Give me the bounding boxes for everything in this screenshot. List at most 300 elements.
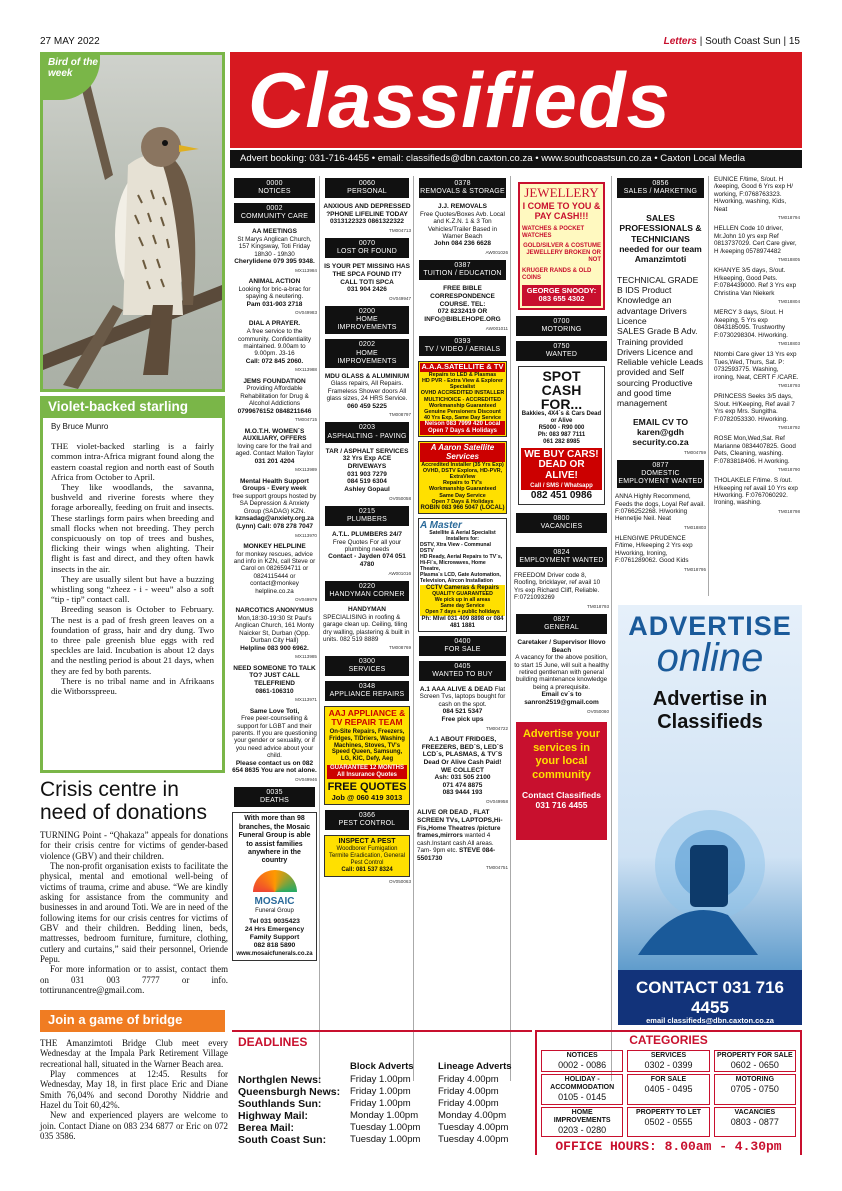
ad-title: TAR / ASPHALT SERVICES 32 Yrs Exp ACE DRIVEWAYS — [325, 447, 409, 470]
bridge-para-3: New and experienced players are welcome to join. Contact Diane on 083 234 6877 or Eric on 072 035 3586. — [40, 1110, 228, 1141]
anxious-ad — [323, 203, 411, 226]
cat-domestic: 0877 DOMESTIC EMPLOYMENT WANTED — [617, 460, 704, 488]
ad-ref: MX113970 — [295, 532, 317, 538]
ad-contact: 031 903 7279 084 519 6304 Ashley Gopaul — [344, 470, 390, 493]
ad-ref: OV049958 — [486, 799, 508, 805]
ad-ref: TM018792 — [778, 424, 800, 430]
deadline-time: Tuesday 4.00pm — [438, 1133, 509, 1145]
category-name: HOLIDAY - ACCOMMODATION — [550, 1076, 615, 1092]
mdu-ad — [323, 373, 411, 411]
deadline-row — [238, 1074, 526, 1086]
aaj-contact: Job @ 060 419 3013 — [331, 792, 403, 802]
domestic-ad: THOLAKELE F/time. S /out. H/keeping ref avail 10 Yrs exp H/working. F:0767060292. Ironing, washing. — [714, 477, 798, 507]
deadline-row — [238, 1086, 526, 1098]
ad-body: Free peer-counselling & support for LGBT and their parents. If you are questioning your gender or sexuality, or if you need advice about your child. — [232, 715, 317, 760]
ad-call: Call / SMS / Whatsapp — [521, 483, 602, 490]
bird-para-3: They are usually silent but have a buzzing whistling song “zheez - i - weeu” also a soft “tip - tip” contact call. — [51, 573, 214, 605]
category-item — [714, 1107, 796, 1137]
cat-removals: 0378 REMOVALS & STORAGE — [419, 178, 506, 198]
ad-title: SPOT CASH FOR... — [540, 368, 583, 413]
ad-body: Looking for bric-a-brac for spaying & neutering. — [238, 285, 311, 301]
ad-ref: OV049947 — [389, 296, 411, 302]
aaron-ad — [418, 441, 507, 514]
domestic-ad: EUNICE F/time, S/out. H /keeping, Good 6 Yrs exp H/ working, F:0768763323. H/working, washing, Kids, Neat — [714, 176, 793, 213]
deadline-time: Monday 1.00pm — [350, 1109, 419, 1121]
category-item — [627, 1050, 709, 1072]
ad-gold: GOLD/SILVER & COSTUME JEWELLERY BROKEN OR NOT — [523, 243, 601, 264]
ad-sub: Satellite & Aerial Specialist Installers for: — [429, 530, 496, 543]
ad-contact: Ph: Mlwl 031 409 8898 or 084 481 1881 — [421, 615, 504, 629]
hlengiwe-ad: HLENGIWE PRUDENCE F/time, H/keeping 2 Yrs exp H/working, Ironing, F:0761289062. Good Kids — [615, 535, 693, 565]
inspect-ad — [324, 835, 410, 877]
fridges-ad — [417, 736, 508, 797]
ad-body: Free Quotes For all your plumbing needs — [332, 538, 402, 553]
mosaic-brand-sub: Funeral Group — [255, 907, 294, 914]
aaj-ad — [324, 706, 410, 805]
ad-body: Accredited Installer (35 Yrs Exp) OVHD, DSTV Explora, HD-PVR, ExtraView Repairs to TV's Workmanship Guaranteed Same Day Service Open 7 Days & Holidays — [421, 461, 504, 505]
domestic-ad: KHANYE 3/5 days, S/out. H/keeping, Good Pets. F:0784439000. Ref 3 Yrs exp Christina Van Niekerk — [714, 267, 797, 297]
ad-ref: TM018805 — [778, 257, 800, 263]
category-item — [541, 1107, 623, 1137]
ad-contact: Please contact us on 082 654 8635 You are not alone. — [232, 759, 317, 775]
category-item — [541, 1050, 623, 1072]
category-range: 0105 - 0145 — [558, 1092, 607, 1103]
category-range: 0602 - 0650 — [730, 1059, 779, 1070]
categories-box — [535, 1030, 802, 1155]
col3 — [415, 176, 511, 1081]
ad-title: A.1 AAA ALIVE & DEAD — [419, 685, 493, 693]
cat-lost: 0070 LOST OR FOUND — [325, 238, 409, 258]
deadline-time: Tuesday 1.00pm — [350, 1133, 421, 1145]
category-range: 0203 - 0280 — [558, 1124, 607, 1135]
domestic-ad: ROSE Mon,Wed,Sat. Ref Marianne 0834407825. Good Pets, Cleaning, washing. F:0783818406. H /working. — [714, 435, 796, 465]
cat-notices: 0000 NOTICES — [234, 178, 315, 198]
ad-contact: Helpline 083 900 6962. — [240, 644, 309, 652]
ad-ref: MX113971 — [295, 697, 317, 703]
categories-grid — [537, 1048, 800, 1139]
category-name: VACANCIES — [734, 1108, 776, 1116]
ad-title: DIAL A PRAYER. — [248, 320, 301, 328]
deadline-time: Friday 4.00pm — [438, 1097, 499, 1109]
anna-ad: ANNA Highly Recommend, Feeds the dogs, Loyal Ref avail. F:0766252268. H/working Hennetjie Neil. Neat — [615, 493, 705, 523]
cat-handyman: 0220 HANDYMAN CORNER — [325, 581, 409, 601]
ad-number: 082 451 0986 — [530, 490, 593, 502]
promo-advertise: ADVERTISE — [628, 611, 792, 641]
cat-appliance: 0348 APPLIANCE REPAIRS — [325, 681, 409, 701]
masthead-title: Classifieds — [248, 56, 671, 144]
section-name: Letters — [663, 36, 697, 47]
cat-asphalt: 0203 ASPHALTING - PAVING — [325, 422, 409, 442]
ad-cctv: CCTV Cameras & Repairs — [420, 585, 505, 592]
ad-ref: TM008797 — [389, 412, 411, 418]
ad-title: A Aaron Satellite Services — [420, 443, 505, 461]
category-name: MOTORING — [735, 1076, 775, 1084]
ad-contact: EMAIL CV TO karen@gdh security.co.za — [632, 416, 689, 448]
promo-contact-number: CONTACT 031 716 4455 — [635, 978, 784, 1017]
category-range: 0705 - 0750 — [730, 1084, 779, 1095]
caretaker-ad — [514, 639, 609, 707]
ad-title: JEMS FOUNDATION — [243, 377, 306, 385]
crisis-para-3: For more information or to assist, contact them on 031 003 7777 or info. tottirunancentre@gmail.com. — [40, 964, 228, 995]
ad-contact: 072 8232419 OR INFO@BIBLEHOPE.ORG — [424, 308, 501, 324]
bird-article — [40, 418, 225, 773]
ad-contact: Ph: 083 987 7111 061 282 8985 — [537, 431, 586, 445]
category-range: 0803 - 0877 — [730, 1116, 779, 1127]
community-ad — [232, 428, 317, 466]
ad-body: for monkey rescues, advice and info in KZN, call Steve or Carol on 0826594711 or 0824115444 or contact@monkey helpline.co.za — [233, 550, 316, 595]
starling-icon — [43, 55, 222, 389]
cat-mwanted: 0750 WANTED — [516, 341, 607, 361]
bridge-para-1: THE Amanzimtoti Bridge Club meet every Wednesday at the Impala Park Retirement Village recreational hall, situated in the Warner Beach area. — [40, 1038, 228, 1069]
ad-contact: 0313122323 0861322322 — [329, 218, 405, 226]
ad-body: A free service to the community. Confidentiality maintained. 9.00am to 9.00pm. J3-16 — [237, 328, 312, 358]
ad-title: Caretaker / Supervisor Illovo Beach — [517, 638, 606, 654]
ad-ref: MX113984 — [295, 267, 317, 273]
aaj-body: On-Site Repairs, Freezers, Fridges, T/Driers, Washing Machines, Stoves, TV's Speed Queen, Samsung, LG, KIC, Defy, Aeg — [329, 728, 405, 763]
deadline-time: Friday 4.00pm — [438, 1085, 499, 1097]
community-ad — [232, 665, 317, 696]
community-ad — [232, 278, 317, 308]
ad-ref: TM008769 — [389, 645, 411, 651]
ad-contact: Email cv`s to sanron2519@gmail.com — [524, 691, 599, 706]
col5 — [613, 176, 709, 596]
ad-ref: TM004722 — [486, 725, 508, 731]
cat-motoring: 0700 MOTORING — [516, 316, 607, 336]
ad-contact: Nelson 083 7999 420 Local Open 7 Days & Holidays — [420, 421, 505, 435]
ad-coins: KRUGER RANDS & OLD COINS — [522, 268, 592, 281]
domestic-ad: PRINCESS Seeks 3/5 days, S/out. H/Keeping, Ref avail 7 Yrs exp Mrs. Sungitha. F:0782053330. H/working. — [714, 393, 795, 423]
deadline-row — [238, 1122, 526, 1134]
ad-title: A.T.L. PLUMBERS 24/7 — [331, 530, 403, 538]
promo-online: online — [656, 636, 764, 681]
jewellery-ad — [518, 182, 605, 310]
ad-ref: TM018795 — [684, 566, 706, 572]
category-name: FOR SALE — [650, 1076, 687, 1084]
domestic-ad: HELLEN Code 10 driver, Mr.John 10 yrs exp Ref 0813737029. Cert Care giver, H /keeping 0578974482 — [714, 225, 797, 255]
masthead — [230, 52, 802, 148]
category-range: 0405 - 0495 — [644, 1084, 693, 1095]
ad-title: A Master — [420, 519, 462, 531]
ad-ref: TM004713 — [389, 228, 411, 234]
ad-contact: 031 904 2426 — [347, 286, 387, 294]
ad-title: Mental Health Support Groups - Every week — [240, 477, 309, 493]
ad-contact: Call: 081 537 8324 — [341, 867, 393, 874]
ad-title: ALIVE OR DEAD , FLAT SCREEN TVs, LAPTOPS,Hi-Fis,Home Theatres /picture frames,mirrors — [417, 809, 503, 840]
ad-contact: 084 521 5347 Free pick ups — [441, 708, 484, 723]
deadline-paper: Southlands Sun: — [238, 1098, 322, 1111]
deadline-row — [238, 1134, 526, 1146]
ad-body: Free Quotes/Boxes Avb. Local and K.Z.N. 1 & 3 Ton Vehicles/Trailer Based in Warner Beach — [420, 210, 505, 241]
ad-title: A.A.A.SATELLITE & TV — [421, 362, 504, 372]
crisis-article — [40, 830, 228, 995]
ad-ref: TM018793 — [778, 382, 800, 388]
bird-para-1: THE violet-backed starling is a fairly common intra-Africa migrant found along the eastern coastal region and north east of South Africa from October to April. — [51, 441, 214, 482]
col6 — [712, 176, 802, 596]
cat-personal: 0060 PERSONAL — [325, 178, 409, 198]
cat-wanted: 0405 WANTED TO BUY — [419, 661, 506, 681]
cat-community: 0002 COMMUNITY CARE — [234, 203, 315, 223]
aaj-quotes: FREE QUOTES — [327, 780, 407, 793]
deadline-time: Tuesday 4.00pm — [438, 1121, 509, 1133]
ad-ref: MX113988 — [295, 367, 317, 373]
deadlines-col-lineage: Lineage Adverts — [438, 1061, 512, 1072]
ad-contact: 0861-106310 — [255, 687, 294, 695]
ad-body: Flat Screen Tvs, laptops bought for cash on the spot. — [419, 685, 506, 708]
deadline-row — [238, 1110, 526, 1122]
category-range: 0002 - 0086 — [558, 1059, 607, 1070]
col1 — [230, 176, 320, 1081]
ad-title: IS YOUR PET MISSING HAS THE SPCA FOUND IT? CALL TOTI SPCA — [324, 263, 410, 286]
ad-ref: AW001026 — [485, 250, 508, 256]
deadline-time: Friday 1.00pm — [350, 1097, 411, 1109]
ad-body: St Marys Anglican Church, 157 Kingsway, Toti Friday 18h30 - 19h30 — [237, 235, 312, 258]
ad-contact: Cherylidene 079 395 9348. — [234, 258, 315, 266]
advertise-online-promo — [618, 605, 802, 1025]
page-folio: Letters | South Coast Sun | 15 — [663, 36, 800, 47]
cat-employ: 0824 EMPLOYMENT WANTED — [516, 547, 607, 567]
cat-pest: 0366 PEST CONTROL — [325, 810, 409, 830]
ad-title: A.1 ABOUT FRIDGES, FREEZERS, BED`S, LED`S LCD`s, PLASMAS, & TV`S — [421, 735, 504, 759]
category-name: SERVICES — [650, 1051, 687, 1059]
ad-ref: OV050060 — [587, 708, 609, 714]
ad-contact: John 084 236 6628 — [433, 240, 492, 248]
ad-body: Bakkies, 4X4`s & Cars Dead or Alive — [521, 411, 602, 425]
ad-ref: OV049979 — [295, 597, 317, 603]
deadline-time: Friday 1.00pm — [350, 1073, 411, 1085]
ad-price: R5000 - R90 000 — [538, 425, 585, 432]
deadline-paper: South Coast Sun: — [238, 1134, 327, 1147]
ad-title: INSPECT A PEST — [338, 838, 396, 846]
ad-contact: Contact Classifieds 031 716 4455 — [522, 789, 601, 810]
ad-contact: Contact - Jayden 074 051 4780 — [328, 553, 406, 569]
ad-ref: TM018794 — [778, 215, 800, 221]
promo-line1: Advertise in — [652, 688, 768, 711]
bridge-para-2: Play commences at 12:45. Results for Wednesday, May 18, in first place Eric and Diane Smith 76,04% and second Dorothy Niddrie and Hazel du Toit 60,42%. — [40, 1068, 228, 1110]
ad-contact: Call: 072 845 2060. — [245, 357, 304, 365]
ad-ref: TM018790 — [778, 466, 800, 472]
bird-title: Violet-backed starling — [40, 396, 225, 418]
ad-body: free support groups hosted by SA Depression & Anxiety Group (SADAG) KZN. — [232, 493, 317, 515]
community-ad — [232, 543, 317, 595]
paper-name: South Coast Sun — [705, 36, 781, 47]
ad-ref: TM004751 — [486, 864, 508, 870]
aaa-ad — [418, 361, 507, 437]
bridge-title: Join a game of bridge — [40, 1010, 225, 1032]
atl-ad — [323, 531, 411, 569]
ad-ref: OV049946 — [295, 777, 317, 783]
cat-vacancies: 0800 VACANCIES — [516, 513, 607, 533]
deadline-time: Friday 1.00pm — [350, 1085, 411, 1097]
mosaic-web: www.mosaicfunerals.co.za — [236, 950, 313, 957]
hand-phone-icon — [618, 805, 802, 955]
cat-general: 0827 GENERAL — [516, 614, 607, 634]
ad-come: I COME TO YOU & PAY CASH!!! — [522, 200, 601, 222]
ad-body: SPECIALISING in roofing & garage clean up. Ceiling, tiling dry walling, plastering & built in units. 082 519 8889 — [323, 613, 410, 643]
ad-title: JEWELLERY — [524, 185, 599, 200]
mosaic-tel: Tel 031 9035423 24 Hrs Emergency Family Support 082 818 5890 — [244, 917, 305, 950]
cat-home1: 0200 HOME IMPROVEMENTS — [325, 306, 409, 334]
deadline-paper: Highway Mail: — [238, 1110, 309, 1123]
ad-body: Dead Or Alive Cash Paid! — [423, 758, 502, 766]
bird-para-5: There is no tribal name and in Afrikaans die Witborsspreeu. — [51, 675, 214, 697]
cat-sales: 0856 SALES / MARKETING — [617, 178, 704, 198]
deadline-row — [238, 1098, 526, 1110]
ad-contact: STEVE 084- 5501730 — [417, 847, 496, 863]
amaster-ad — [418, 518, 507, 632]
ad-heading: SALES PROFESSIONALS & TECHNICIANS needed for our team Amanzimtoti — [619, 213, 702, 265]
ad-contact: 031 201 4204 — [254, 457, 295, 465]
ad-title: MONKEY HELPLINE — [243, 542, 306, 550]
ad-title: NEED SOMEONE TO TALK TO? JUST CALL TELEFRIEND — [233, 664, 316, 687]
bird-para-2: They like woodlands, the savanna, bushveld and riverine forests where they forage arboreally, feeding on fruit and insects. These starlings form pairs when breeding and small flocks when not breeding. They perch conspicuously on top of trees and bushes, flicking their wings when alighting. Their flight is fast and direct, and they often hawk insects in the air. — [51, 482, 214, 574]
community-ad — [232, 320, 317, 365]
ad-ref: OV050058 — [389, 495, 411, 501]
advertise-services-ad — [516, 722, 607, 840]
domestic-ad: Ntombi Care giver 13 Yrs exp Tues,Wed, Thurs, Sat. P: 0732593775. Washing, ironing, Neat, CERT F /CARE. — [714, 351, 799, 381]
aalive-ad — [417, 686, 508, 724]
cat-tuition: 0387 TUITION / EDUCATION — [419, 260, 506, 280]
cat-home2: 0202 HOME IMPROVEMENTS — [325, 339, 409, 367]
ad-contact: kznsadag@anxiety.org.za (Lynn) Call: 078 278 7047 — [235, 515, 314, 530]
masthead-tagline: Advert booking: 031-716-4455 • email: classifieds@dbn.caxton.co.za • www.southcoastsun.co.za • Caxton Local Media — [230, 150, 802, 168]
byline: By Bruce Munro — [51, 422, 109, 431]
aaj-guarantee: GUARANTEE 12 MONTHS All Insurance Quotes — [327, 765, 407, 779]
category-range: 0502 - 0555 — [644, 1116, 693, 1127]
page-number: 15 — [788, 36, 800, 47]
category-item — [714, 1050, 796, 1072]
ad-title: ANIMAL ACTION — [248, 278, 301, 286]
community-ad — [232, 228, 317, 266]
ad-contact: Pam 031-903 2718 — [246, 300, 303, 308]
ad-quality: QUALITY GUARANTEED We pick up in all areas Same day Service Open 7 days + public holidays — [420, 592, 505, 616]
bridge-article — [40, 1038, 228, 1141]
pet-ad — [323, 263, 411, 294]
deadline-paper: Northglen News: — [238, 1074, 322, 1086]
deadlines-box — [232, 1030, 532, 1155]
mosaic-logo-icon — [253, 870, 297, 892]
category-range: 0302 - 0399 — [644, 1059, 693, 1070]
cat-deaths: 0035 DEATHS — [234, 787, 315, 807]
ad-body: TECHNICAL GRADE B IDS Product Knowledge an advantage Drivers Licence SALES Grade B Adv. Training provided Drivers Licence and Reliable vehicle Leads provided and Self sourcing Productive and good time management — [617, 274, 703, 409]
community-ad — [232, 708, 317, 776]
tar-ad — [323, 448, 411, 494]
ad-body: wanted 4 cash.Instant cash All areas. 7am- 9pm etc. — [417, 832, 494, 855]
bird-para-4: Breeding season is October to February. The nest is a pad of fresh green leaves on a foundation of grass, hair and dry dung. Two to three pale greenish blue eggs with red speckles are laid. Incubation is about 12 days and the nestling period is about 21 days, when they are fed by both parents. — [51, 604, 214, 676]
category-name: PROPERTY TO LET — [635, 1108, 702, 1116]
category-item — [541, 1074, 623, 1104]
community-ad — [232, 378, 317, 416]
ad-title: MDU GLASS & ALUMINIUM — [324, 372, 410, 380]
category-name: HOME IMPROVEMENTS — [553, 1108, 611, 1124]
category-name: PROPERTY FOR SALE — [716, 1051, 793, 1059]
deadline-time: Tuesday 1.00pm — [350, 1121, 421, 1133]
mosaic-top: With more than 98 branches, the Mosaic Funeral Group is able to assist families anywhere in the country — [238, 815, 311, 865]
ad-ref: TM004715 — [295, 417, 317, 423]
ad-ref: TM018793 — [587, 603, 609, 609]
alive2-ad — [417, 809, 508, 862]
ad-contact: GEORGE SNOODY: 083 655 4302 — [522, 285, 601, 306]
ad-title: AA MEETINGS — [252, 228, 297, 236]
deadline-paper: Berea Mail: — [238, 1122, 295, 1135]
ad-body: loving care for the frail and aged. Contact Mallon Taylor — [235, 442, 314, 458]
category-item — [714, 1074, 796, 1104]
ad-body: Repairs to LED & Plasmas HD PVR - Extra View & Explorer Specialist OVHD ACCREDITED INSTALLER MULTICHOICE - ACCREDITED Workmanship Guaranteed Genuine Pensioners Discount 40 Yrs Exp, Same Day Service — [420, 371, 505, 422]
ad-ref: MX113985 — [295, 654, 317, 660]
promo-line2: Classifieds — [657, 711, 763, 734]
ad-ref: TM018798 — [778, 508, 800, 514]
ad-title: M.O.T.H. WOMEN`S AUXILIARY, OFFERS — [242, 427, 307, 443]
col4 — [512, 176, 612, 1081]
ad-contact: ROBIN 083 966 5047 (LOCAL) — [420, 504, 505, 511]
ad-ref: TM018804 — [778, 299, 800, 305]
crisis-para-2: The non-profit organisation exists to facilitate the physical, mental and emotional well-being of victims of trauma, crime and abuse. “We are kindly asking for assistance from the community and businesses in and around Toti. We are in need of the following items for our crisis centres for victims of GBV and their children. Bedding linen, beds, mattresses, bedroom furniture, furniture, clothing, cutlery and curtains,” said their personnel, Oriende Pepu. — [40, 860, 228, 964]
ad-title: HANDYMAN — [348, 606, 386, 614]
deadline-time: Monday 4.00pm — [438, 1109, 507, 1121]
crisis-para-1: TURNING Point - “Qhakaza” appeals for donations for their crisis centre for victims of gender-based violence (GBV) and their children. — [40, 830, 228, 861]
col2 — [321, 176, 414, 1081]
ad-ref: MX113989 — [295, 467, 317, 473]
ad-body: Woodborer Fumigation Termite Eradication, General Pest Control — [328, 846, 406, 867]
promo-contact — [618, 970, 802, 1025]
deadline-paper: Queensburgh News: — [238, 1086, 341, 1099]
office-hours: OFFICE HOURS: 8.00am - 4.30pm — [537, 1140, 800, 1155]
ad-contact: 0799676152 0848211646 — [237, 407, 312, 415]
freedom-ad: FREEDOM Driver code 8, Roofing, bricklayer, ref avail 10 Yrs exp Richard Cliff, Reliable. F:0721093269 — [514, 571, 601, 602]
cat-services: 0300 SERVICES — [325, 656, 409, 676]
promo-email: email classifieds@dbn.caxton.co.za — [646, 1016, 774, 1026]
ad-body: Glass repairs, All Repairs. Frameless Shower doors All glass sizes, 24 HRS Service. — [326, 380, 408, 403]
badge-text: Bird of the week — [48, 57, 98, 79]
spot-cash-ad — [518, 366, 605, 504]
ad-title: ANXIOUS AND DEPRESSED ?PHONE LIFELINE TODAY — [323, 203, 411, 218]
cat-tv: 0393 TV / VIDEO / AERIALS — [419, 336, 506, 356]
ad-ref: TM018803 — [778, 341, 800, 347]
mosaic-brand: MOSAIC — [254, 895, 295, 907]
deadlines-table — [238, 1074, 526, 1146]
deadlines-title: DEADLINES — [238, 1035, 308, 1049]
ad-title: FREE BIBLE CORRESPONDENCE COURSE. TEL: — [430, 285, 495, 308]
community-ad — [232, 478, 317, 531]
page-date: 27 MAY 2022 — [40, 36, 100, 47]
categories-title: CATEGORIES — [629, 1033, 708, 1047]
bird-photo-frame — [40, 52, 225, 392]
aaj-title: AAJ APPLIANCE & TV REPAIR TEAM — [328, 707, 406, 727]
ad-body: Providing Affordable Rehabilitation for Drug & Alcohol Addictions — [240, 385, 309, 408]
ad-ref: AW001011 — [485, 325, 508, 331]
ad-body: A vacancy for the above position, to start 15 June, will suit a healthy retired gentleman with general building maintenance knowledge being a prerequisite. — [514, 654, 609, 691]
crisis-title: Crisis centre in need of donations — [40, 778, 207, 825]
ad-ref: TM004759 — [684, 449, 706, 455]
ad-ref: AW001016 — [388, 570, 411, 576]
ad-ref: OV049983 — [295, 310, 317, 316]
jj-ad — [417, 203, 508, 248]
handyman-ad — [323, 606, 411, 643]
ad-title: NARCOTICS ANONYMUS — [235, 607, 314, 615]
ad-body: Mon,18:30-19:30 St Paul's Anglican Church, 161 Monty Naicker St, Durban (Opp. Durban City Hall) — [234, 615, 315, 645]
community-ad — [232, 607, 317, 652]
ad-contact: WE COLLECT Ash: 031 505 2100 071 474 8875 083 9444 193 — [434, 766, 491, 797]
category-item — [627, 1074, 709, 1104]
bible-ad — [417, 285, 508, 323]
ad-contact: 060 459 5225 — [347, 402, 387, 410]
ad-ref: OV050063 — [389, 878, 411, 884]
category-name: NOTICES — [566, 1051, 598, 1059]
ad-items: WATCHES & POCKET WATCHES — [522, 225, 585, 239]
ad-title: J.J. REMOVALS — [437, 203, 487, 211]
deadline-time: Friday 4.00pm — [438, 1073, 499, 1085]
domestic-ad: MERCY 3 days, S/out. H /keeping, 5 Yrs exp 0843185095. Trustworthy F:0730298304. H/working. — [714, 309, 788, 339]
sales-ad — [613, 203, 708, 450]
